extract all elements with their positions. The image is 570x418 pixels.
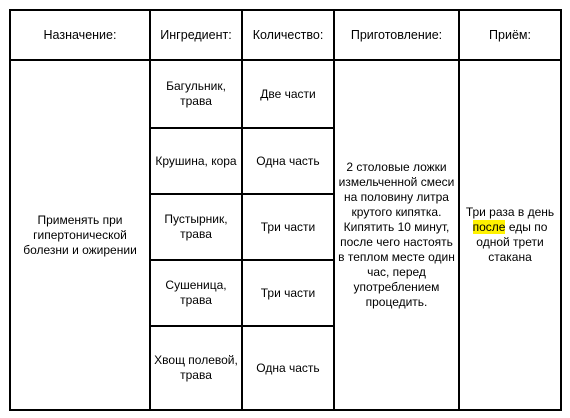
ingredient-quantity: Три части bbox=[242, 260, 334, 326]
ingredient-name: Хвощ полевой, трава bbox=[150, 326, 242, 410]
header-intake: Приём: bbox=[459, 10, 561, 60]
purpose-cell bbox=[10, 60, 150, 410]
ingredient-name: Багульник, трава bbox=[150, 60, 242, 128]
ingredient-name: Сушеница, трава bbox=[150, 260, 242, 326]
header-preparation: Приготовление: bbox=[334, 10, 459, 60]
intake-text-after: еды по одной трети стакана bbox=[476, 220, 548, 264]
header-quantity: Количество: bbox=[242, 10, 334, 60]
intake-highlight: после bbox=[472, 220, 506, 234]
header-purpose: Назначение: bbox=[10, 10, 150, 60]
intake-text bbox=[463, 205, 557, 265]
ingredient-quantity: Три части bbox=[242, 194, 334, 260]
ingredient-quantity: Две части bbox=[242, 60, 334, 128]
table-row bbox=[10, 60, 561, 128]
ingredient-name: Крушина, кора bbox=[150, 128, 242, 194]
preparation-text: 2 столовые ложки измельченной смеси на половину литра крутого кипятка. Кипятить 10 минут, после чего настоять в теплом месте один час, перед употреблением процедить. bbox=[338, 160, 455, 309]
ingredient-name: Пустырник, трава bbox=[150, 194, 242, 260]
header-row bbox=[10, 10, 561, 60]
intake-text-before: Три раза в день bbox=[465, 205, 555, 219]
header-ingredient: Ингредиент: bbox=[150, 10, 242, 60]
ingredient-quantity: Одна часть bbox=[242, 128, 334, 194]
recipe-table bbox=[9, 9, 562, 411]
purpose-text: Применять при гипертонической болезни и ожирении bbox=[23, 212, 137, 257]
preparation-cell bbox=[334, 60, 459, 410]
intake-cell bbox=[459, 60, 561, 410]
ingredient-quantity: Одна часть bbox=[242, 326, 334, 410]
